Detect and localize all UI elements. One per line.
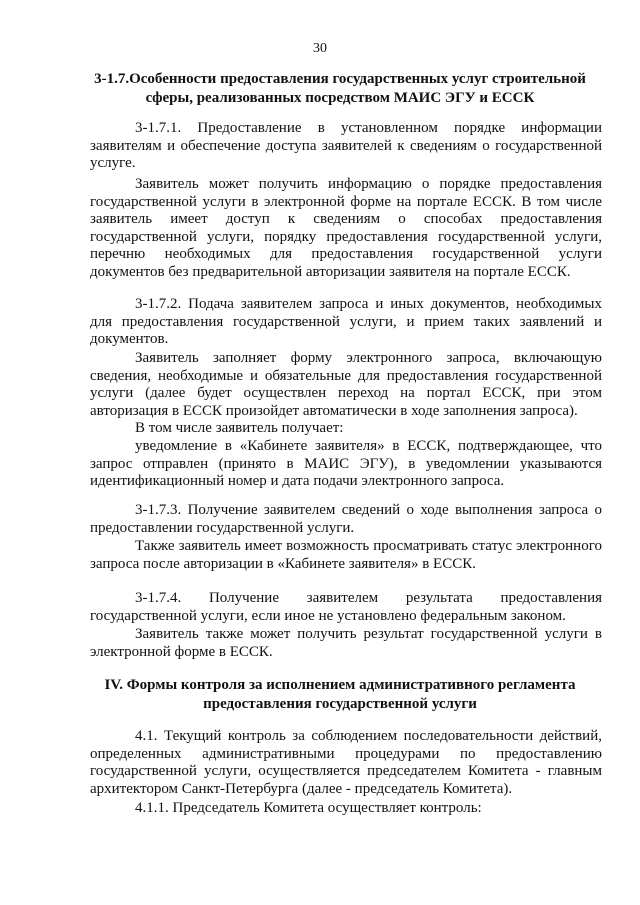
paragraph-status-view: Также заявитель имеет возможность просматривать статус электронного запроса после авторизации в «Кабинете заявителя» в ЕССК. (90, 538, 602, 572)
paragraph-info-access: Заявитель может получить информацию о порядке предоставления государственной услуги в электронной форме на портале ЕССК. В том числе заявитель имеет доступ к сведениям о способах предоставления государственной услуги, порядку предоставления государственной услуги, перечню необходимых для предоставления государственной услуги документов без предварительной авторизации заявителя на портале ЕССК. (90, 176, 602, 280)
paragraph-3-1-7-3: 3-1.7.3. Получение заявителем сведений о ходе выполнения запроса о предоставлении государственной услуги. (90, 502, 602, 536)
paragraph-3-1-7-1: 3-1.7.1. Предоставление в установленном порядке информации заявителям и обеспечение доступа заявителей к сведениям о государственной услуге. (90, 120, 602, 171)
section-heading-3-1-7: 3-1.7.Особенности предоставления государственных услуг строительной сферы, реализованных посредством МАИС ЭГУ и ЕССК (94, 71, 586, 106)
paragraph-3-1-7-2: 3-1.7.2. Подача заявителем запроса и иных документов, необходимых для предоставления государственной услуги, и прием таких заявлений и документов. (90, 296, 602, 347)
paragraph-4-1: 4.1. Текущий контроль за соблюдением последовательности действий, определенных административными процедурами по предоставлению государственной услуги, осуществляется председателем Комитета - главным архитектором Санкт-Петербурга (далее - председатель Комитета). (90, 728, 602, 797)
paragraph-applicant-receives: В том числе заявитель получает: (135, 420, 344, 436)
section-heading-iv: IV. Формы контроля за исполнением административного регламента предоставления государственной услуги (104, 677, 576, 712)
paragraph-result-electronic: Заявитель также может получить результат государственной услуги в электронной форме в ЕССК. (90, 626, 602, 660)
paragraph-4-1-1: 4.1.1. Председатель Комитета осуществляет контроль: (135, 800, 482, 816)
paragraph-notification: уведомление в «Кабинете заявителя» в ЕССК, подтверждающее, что запрос отправлен (принято в МАИС ЭГУ), в уведомлении указываются идентификационный номер и дата подачи электронного запроса. (90, 438, 602, 489)
paragraph-request-form: Заявитель заполняет форму электронного запроса, включающую сведения, необходимые и обязательные для предоставления государственной услуги (далее будет осуществлен переход на портал ЕССК, при этом авторизация в ЕССК произойдет автоматически в ходе заполнения запроса). (90, 350, 602, 419)
paragraph-3-1-7-4: 3-1.7.4. Получение заявителем результата предоставления государственной услуги, если иное не установлено федеральным законом. (90, 590, 602, 624)
page-number: 30 (313, 41, 327, 56)
